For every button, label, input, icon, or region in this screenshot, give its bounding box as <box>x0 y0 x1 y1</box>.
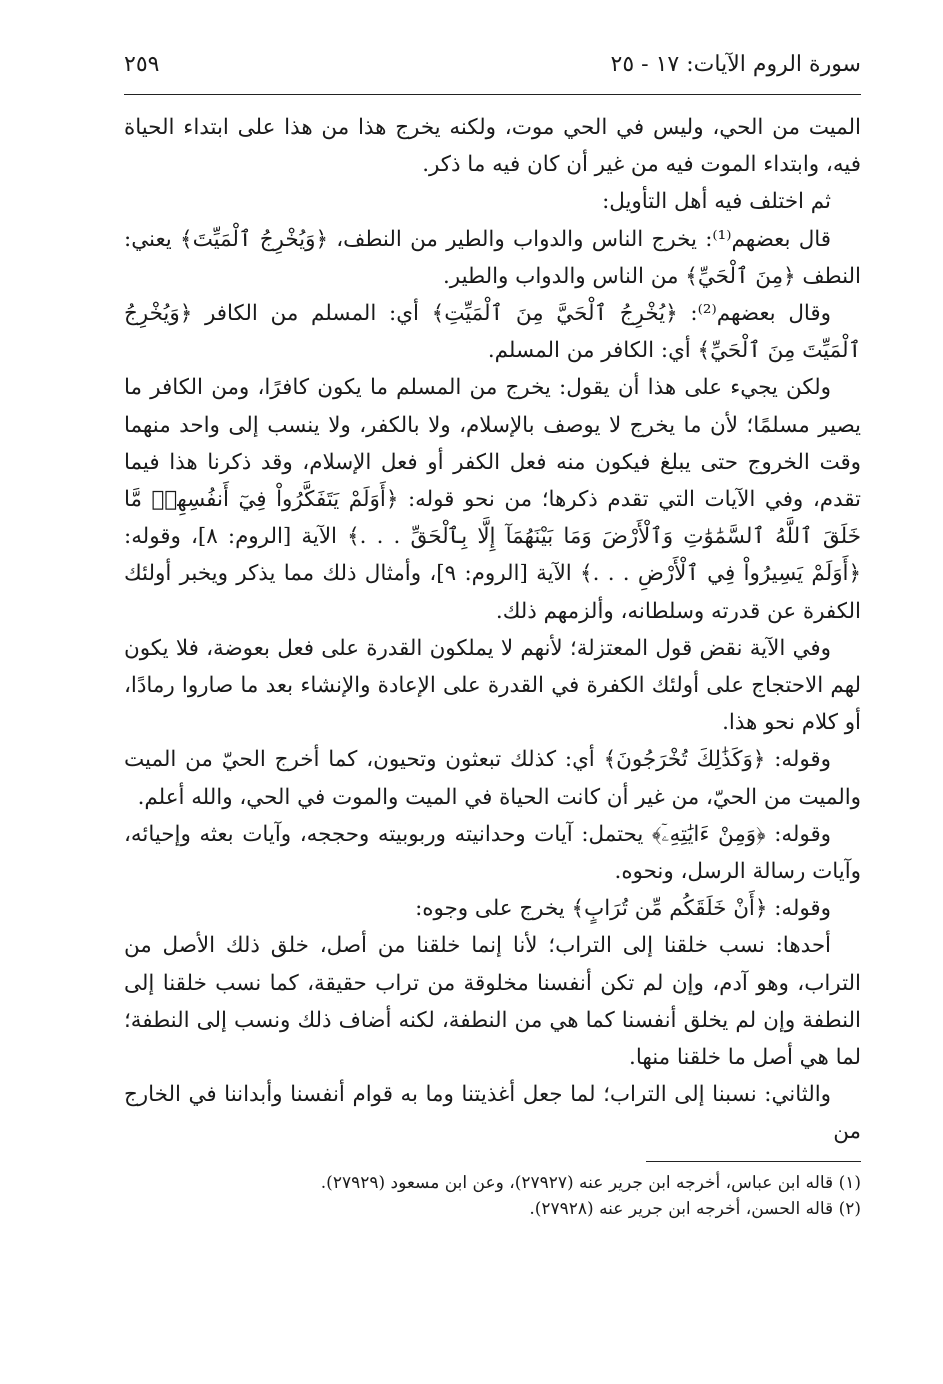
paragraph: وقوله: ﴿وَمِنْ ءَايَٰتِهِۦٓ﴾ يحتمل: آيات وحدانيته وربوبيته وحججه، وآيات بعثه وإحيائه، وآيات رسالة الرسل، ونحوه. <box>124 821 861 885</box>
paragraph: أحدها: نسب خلقنا إلى التراب؛ لأنا إنما خلقنا من أصل، خلق ذلك الأصل من التراب، وهو آدم، وإن لم تكن أنفسنا مخلوقة من تراب حقيقة، كما نسب خلقنا إلى النطفة وإن لم يخلق أنفسنا كما هي من النطفة، لكنه أضاف ذلك ونسب إلى النطفة؛ لما هي أصل ما خلقنا منها. <box>124 933 861 1071</box>
paragraph: الميت من الحي، وليس في الحي موت، ولكنه يخرج هذا من هذا على ابتداء الحياة فيه، وابتداء الموت فيه من غير أن كان فيه ما ذكر. <box>124 115 861 178</box>
paragraph: والثاني: نسبنا إلى التراب؛ لما جعل أغذيتنا وما به قوام أنفسنا وأبداننا في الخارج من <box>124 1082 861 1145</box>
paragraph: وفي الآية نقض قول المعتزلة؛ لأنهم لا يملكون القدرة على فعل بعوضة، فلا يكون لهم الاحتجاج على أولئك الكفرة في القدرة على الإعادة والإنشاء بعد ما صاروا رمادًا، أو كلام نحو هذا. <box>124 635 861 736</box>
footnote: (١) قاله ابن عباس، أخرجه ابن جرير عنه (٢٧٩٢٧)، وعن ابن مسعود (٢٧٩٢٩). <box>320 1172 861 1193</box>
footnote-rule <box>646 1161 861 1162</box>
paragraph: ولكن يجيء على هذا أن يقول: يخرج من المسلم ما يكون كافرًا، ومن الكافر ما يصير مسلمًا؛ لأن ما يخرج لا يوصف بالإسلام، ولا بالكفر، ولا ينسب إلى واحد منهما وقت الخروج حتى يبلغ فيكون منه فعل الكفر أو فعل الإسلام، وقد ذكرنا هذا فيما تقدم، وفي الآيات التي تقدم ذكرها؛ من نحو قوله: ﴿أَوَلَمْ يَتَفَكَّرُواْ فِيٓ أَنفُسِهِمۗ مَّا خَلَقَ ٱللَّهُ ٱلسَّمَٰوَٰتِ وَٱلْأَرْضَ وَمَا بَيْنَهُمَآ إِلَّا بِٱلْحَقِّ . . .﴾ الآية [الروم: ٨]، وقوله: ﴿أَوَلَمْ يَسِيرُواْ فِي ٱلْأَرْضِ . . .﴾ الآية [الروم: ٩]، وأمثال ذلك مما يذكر ويخبر أولئك الكفرة عن قدرته وسلطانه، وألزمهم ذلك. <box>124 375 861 624</box>
paragraph: ثم اختلف فيه أهل التأويل: <box>602 189 831 215</box>
paragraph: قال بعضهم⁽¹⁾: يخرج الناس والدواب والطير من النطف، ﴿وَيُخْرِجُ ٱلْمَيِّتَ﴾ يعني: النطف ﴿مِنَ ٱلْحَيِّ﴾ من الناس والدواب والطير. <box>124 226 861 289</box>
surah-title: سورة الروم الآيات: ١٧ - ٢٥ <box>610 52 861 77</box>
paragraph: وقوله: ﴿أَنْ خَلَقَكُم مِّن تُرَابٍ﴾ يخرج على وجوه: <box>415 896 831 922</box>
footnotes <box>124 1170 861 1222</box>
paragraph: وقوله: ﴿وَكَذَٰلِكَ تُخْرَجُونَ﴾ أي: كذلك تبعثون وتحيون، كما أخرج الحيّ من الميت والميت من الحيّ، من غير أن كانت الحياة في الميت والموت في الحي، والله أعلم. <box>124 747 861 810</box>
footnote: (٢) قاله الحسن، أخرجه ابن جرير عنه (٢٧٩٢٨). <box>529 1198 861 1219</box>
page-number: ٢٥٩ <box>124 52 160 77</box>
paragraph: وقال بعضهم⁽²⁾: ﴿يُخْرِجُ ٱلْحَيَّ مِنَ ٱلْمَيِّتِ﴾ أي: المسلم من الكافر ﴿وَيُخْرِجُ ٱلْمَيِّتَ مِنَ ٱلْحَيِّ﴾ أي: الكافر من المسلم. <box>124 301 861 364</box>
running-header <box>124 52 861 90</box>
header-rule <box>124 94 861 95</box>
main-text <box>124 109 861 1151</box>
